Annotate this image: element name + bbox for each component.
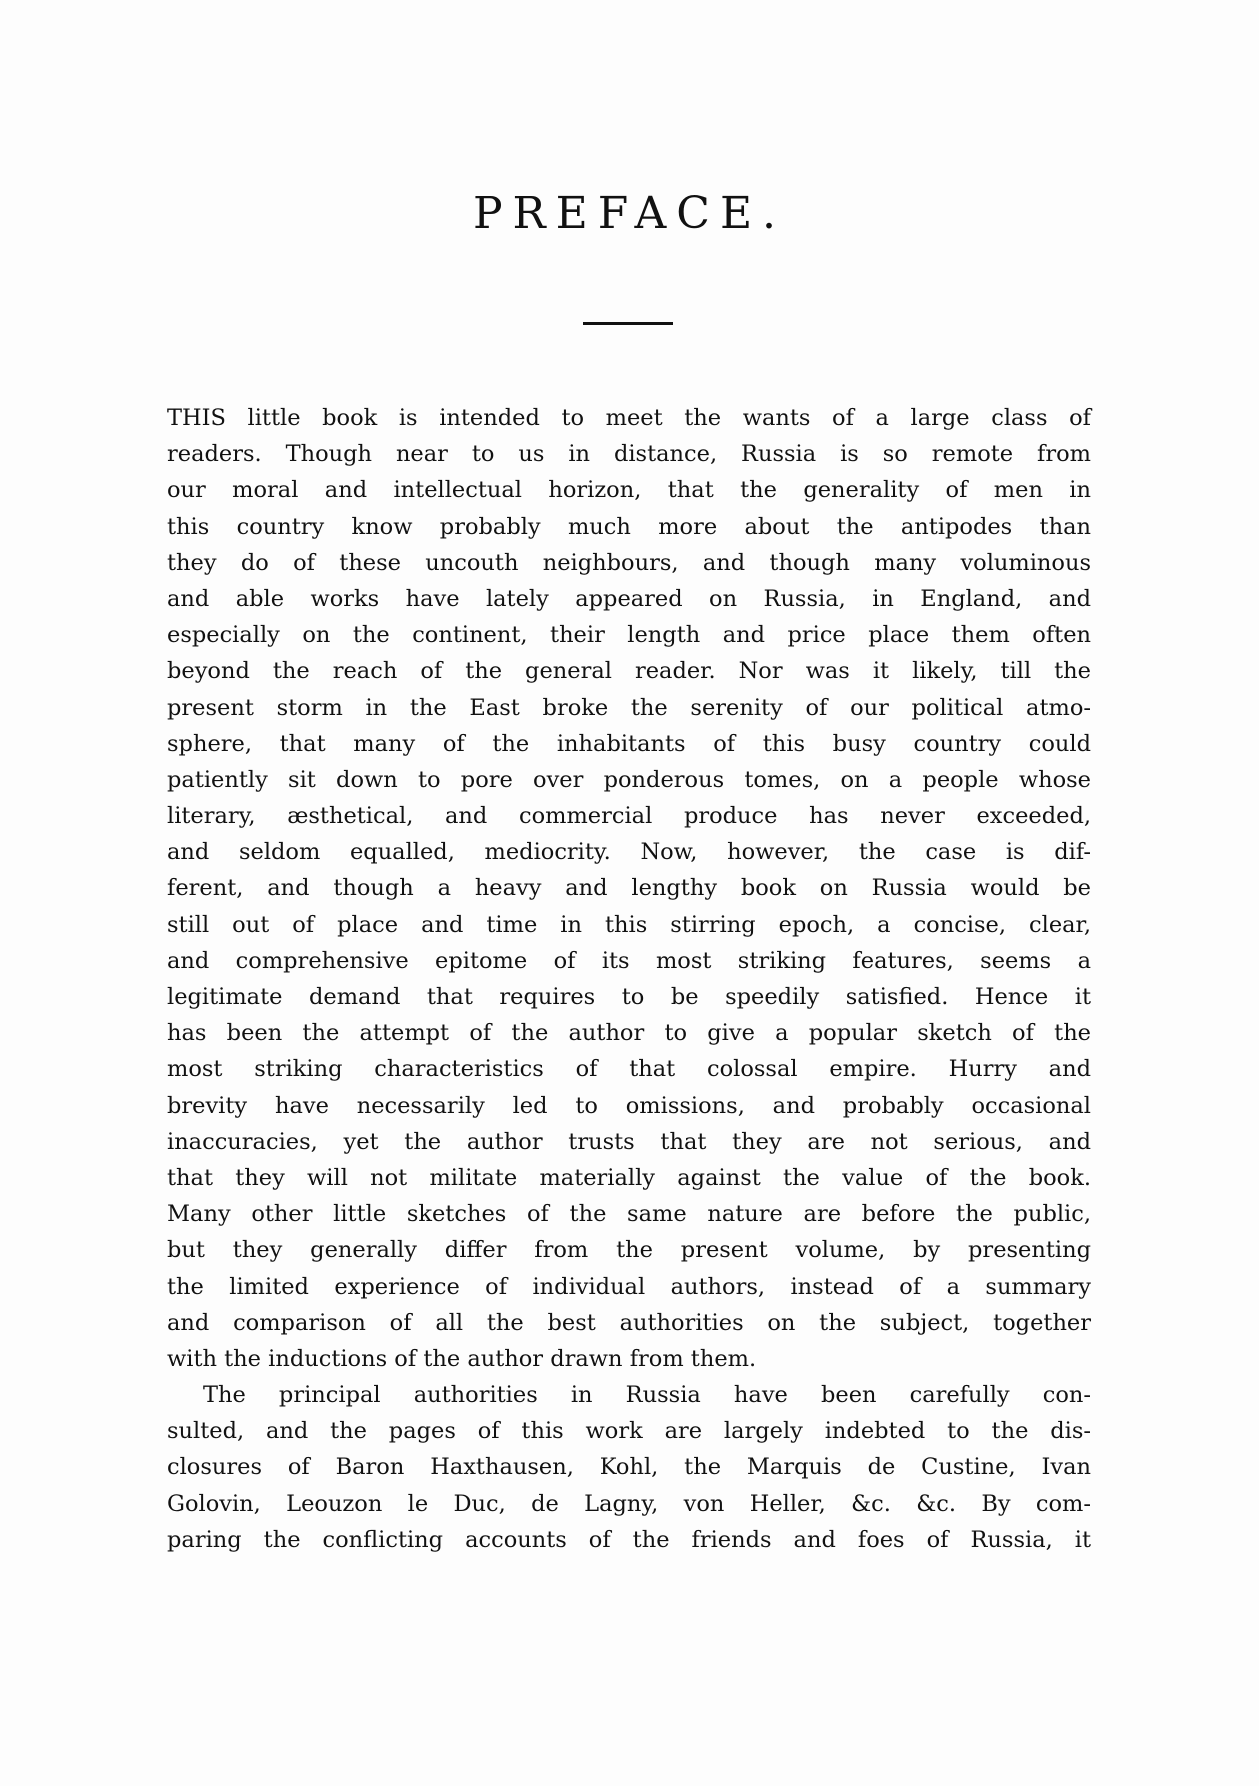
- text-line: beyond the reach of the general reader. Nor was it likely, till the: [167, 658, 1091, 685]
- text-line: and able works have lately appeared on Russia, in England, and: [167, 585, 1091, 612]
- text-line: brevity have necessarily led to omissions, and probably occasional: [167, 1092, 1091, 1119]
- text-line: Many other little sketches of the same nature are before the public,: [167, 1201, 1091, 1228]
- text-line: sphere, that many of the inhabitants of this busy country could: [167, 730, 1091, 757]
- text-line: THIS little book is intended to meet the wants of a large class of: [167, 405, 1091, 431]
- text-line: with the inductions of the author drawn from them.: [167, 1345, 757, 1372]
- text-line: patiently sit down to pore over ponderous tomes, on a people whose: [167, 766, 1091, 793]
- text-line: has been the attempt of the author to give a popular sketch of the: [167, 1020, 1091, 1047]
- text-line: that they will not militate materially against the value of the book.: [167, 1164, 1091, 1191]
- text-line: ferent, and though a heavy and lengthy book on Russia would be: [167, 875, 1091, 902]
- text-line: and comprehensive epitome of its most striking features, seems a: [167, 947, 1091, 974]
- text-line: readers. Though near to us in distance, Russia is so remote from: [167, 441, 1091, 468]
- text-line: and seldom equalled, mediocrity. Now, however, the case is dif-: [167, 839, 1091, 866]
- text-line: paring the conflicting accounts of the friends and foes of Russia, it: [167, 1526, 1091, 1553]
- text-line: this country know probably much more about the antipodes than: [167, 513, 1091, 540]
- text-line: closures of Baron Haxthausen, Kohl, the Marquis de Custine, Ivan: [167, 1454, 1091, 1481]
- text-line: most striking characteristics of that colossal empire. Hurry and: [167, 1056, 1091, 1083]
- text-line: The principal authorities in Russia have been carefully con-: [203, 1382, 1091, 1409]
- text-line: our moral and intellectual horizon, that the generality of men in: [167, 477, 1091, 504]
- text-line: especially on the continent, their length and price place them often: [167, 622, 1091, 649]
- text-line: but they generally differ from the present volume, by presenting: [167, 1237, 1091, 1264]
- preface-body: [167, 400, 1091, 1558]
- text-line: present storm in the East broke the serenity of our political atmo-: [167, 694, 1091, 721]
- text-line: still out of place and time in this stirring epoch, a concise, clear,: [167, 911, 1091, 938]
- page-title: PREFACE.: [472, 188, 787, 239]
- text-line: inaccuracies, yet the author trusts that they are not serious, and: [167, 1128, 1091, 1155]
- text-line: sulted, and the pages of this work are largely indebted to the dis-: [167, 1418, 1091, 1445]
- text-line: they do of these uncouth neighbours, and though many voluminous: [167, 549, 1091, 576]
- text-line: and comparison of all the best authorities on the subject, together: [167, 1309, 1091, 1336]
- text-line: legitimate demand that requires to be speedily satisfied. Hence it: [167, 984, 1091, 1010]
- title-divider: [583, 322, 673, 325]
- text-line: Golovin, Leouzon le Duc, de Lagny, von Heller, &c. &c. By com-: [167, 1490, 1091, 1517]
- text-line: literary, æsthetical, and commercial produce has never exceeded,: [167, 803, 1091, 830]
- text-line: the limited experience of individual authors, instead of a summary: [167, 1273, 1091, 1300]
